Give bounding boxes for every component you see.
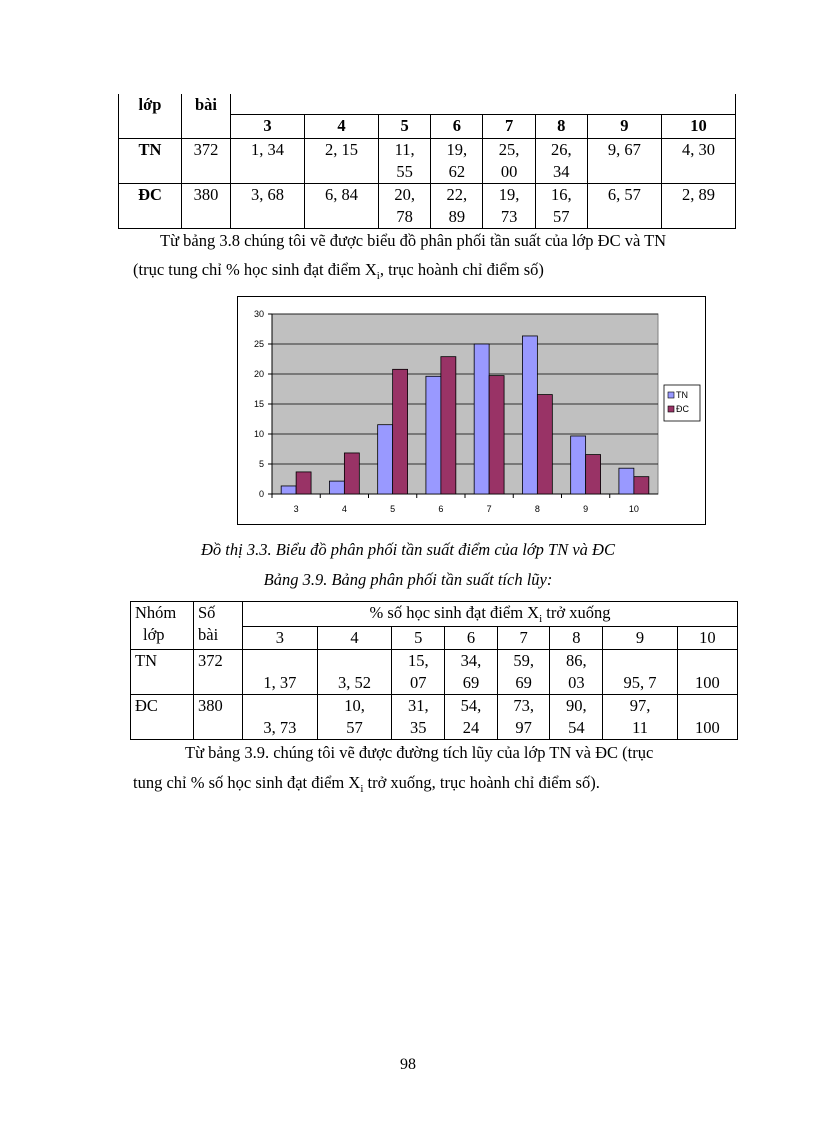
header-span-cell [231, 94, 736, 115]
cell-line: 55 [396, 162, 413, 181]
x-tick-label: 10 [628, 504, 639, 514]
table-row [131, 695, 738, 740]
cell-line: 372 [193, 140, 219, 159]
cell-line [682, 650, 733, 672]
value-cell [431, 139, 483, 184]
value-cell [392, 650, 445, 695]
cell-line: 11 [632, 718, 648, 737]
score-header: 8 [550, 627, 603, 650]
score-header: 10 [677, 627, 737, 650]
value-cell [231, 139, 305, 184]
value-cell [231, 184, 305, 229]
bar-chart [238, 297, 705, 524]
cell-line: 3, 52 [338, 673, 372, 692]
value-cell [497, 695, 550, 740]
cell-line: 3, 73 [263, 718, 297, 737]
x-tick-label: 3 [293, 504, 299, 514]
paragraph-2-line-1: Từ bảng 3.9. chúng tôi vẽ được đường tích lũy của lớp TN và ĐC (trục [185, 743, 654, 762]
bar-đc [441, 357, 456, 494]
score-header: 7 [497, 627, 550, 650]
bar-đc [537, 395, 552, 494]
y-tick-label: 20 [253, 369, 264, 379]
group-cell [119, 139, 182, 184]
cell-line: 15, [407, 651, 429, 670]
header-group-cell: Nhóm lớp [131, 602, 194, 650]
count-cell [182, 139, 231, 184]
table-row [131, 602, 738, 627]
bar-đc [344, 453, 359, 494]
score-header: 9 [587, 115, 661, 139]
legend-label: TN [676, 390, 688, 400]
bar-đc [634, 477, 649, 494]
value-cell [305, 139, 379, 184]
cell-line: ĐC [138, 185, 162, 204]
table-3-9 [130, 601, 738, 740]
bar-đc [489, 376, 504, 494]
cell-line: 380 [198, 696, 223, 715]
cell-line: 1, 34 [251, 140, 285, 159]
bar-tn [571, 436, 586, 494]
bar-tn [619, 468, 634, 494]
value-cell [317, 650, 392, 695]
cell-line: 69 [515, 673, 532, 692]
legend-label: ĐC [676, 404, 689, 414]
table-row [119, 184, 736, 229]
cell-line: 03 [568, 673, 585, 692]
value-cell [661, 184, 735, 229]
count-cell [194, 650, 243, 695]
bar-tn [281, 486, 296, 494]
cell-line: 86, [566, 651, 587, 670]
score-header: 10 [661, 115, 735, 139]
bar-đc [393, 369, 408, 494]
table-caption: Bảng 3.9. Bảng phân phối tần suất tích lũy: [263, 570, 553, 589]
value-cell [603, 650, 678, 695]
score-header: 9 [603, 627, 678, 650]
cell-line: 78 [396, 207, 413, 226]
cell-line: 3, 68 [251, 185, 285, 204]
value-cell [431, 184, 483, 229]
page-number: 98 [400, 1056, 416, 1073]
cell-line: ĐC [135, 696, 158, 715]
cell-line [322, 650, 388, 672]
header-count-cell: Số bài [194, 602, 243, 650]
cell-line: 73 [500, 207, 518, 226]
table-row [119, 139, 736, 184]
cell-line: 100 [695, 718, 720, 737]
cell-line: 57 [346, 718, 363, 737]
cell-line: 90, [566, 696, 587, 715]
y-tick-label: 30 [253, 309, 264, 319]
cell-line: 25, [498, 140, 520, 159]
table-3-8 [118, 94, 736, 229]
score-header: 7 [483, 115, 535, 139]
cell-line: 2, 89 [681, 185, 715, 204]
bar-tn [426, 376, 441, 494]
header-group-cell: lớp [119, 94, 182, 139]
value-cell [677, 650, 737, 695]
x-tick-label: 6 [438, 504, 444, 514]
x-tick-label: 8 [534, 504, 540, 514]
value-cell [603, 695, 678, 740]
legend-swatch [668, 392, 674, 398]
cell-line: 54, [460, 696, 482, 715]
y-tick-label: 15 [253, 399, 264, 409]
bar-đc [586, 455, 601, 494]
value-cell [587, 139, 661, 184]
header-span-cell: % số học sinh đạt điểm $X_i$ trở xuống [243, 602, 738, 627]
paragraph-1-line-1: Từ bảng 3.8 chúng tôi vẽ được biểu đồ phân phối tần suất của lớp ĐC và TN [160, 231, 667, 250]
cell-line: 6, 57 [607, 185, 641, 204]
score-header: 6 [445, 627, 498, 650]
cell-line: 100 [695, 673, 720, 692]
cell-line: TN [138, 140, 162, 159]
cell-line: 4, 30 [681, 140, 715, 159]
value-cell [587, 184, 661, 229]
cell-line: 10, [344, 696, 365, 715]
score-header: 3 [231, 115, 305, 139]
cell-line: 19, [498, 185, 520, 204]
cell-line: 2, 15 [325, 140, 359, 159]
y-tick-label: 10 [253, 429, 264, 439]
x-tick-label: 9 [583, 504, 589, 514]
cell-line: 26, [550, 140, 572, 159]
cell-line: 372 [198, 651, 223, 670]
count-cell [194, 695, 243, 740]
cell-line: 9, 67 [607, 140, 641, 159]
paragraph-1 [160, 230, 666, 252]
x-tick-label: 4 [341, 504, 347, 514]
cell-line: 07 [410, 673, 427, 692]
value-cell [677, 695, 737, 740]
x-tick-label: 7 [486, 504, 492, 514]
score-header: 4 [317, 627, 392, 650]
value-cell [379, 184, 431, 229]
y-tick-label: 25 [253, 339, 264, 349]
value-cell [483, 139, 535, 184]
value-cell [243, 695, 318, 740]
cell-line [247, 650, 313, 672]
group-cell [119, 184, 182, 229]
cell-line: 57 [553, 207, 570, 226]
cell-line: 11, [394, 140, 415, 159]
value-cell [661, 139, 735, 184]
cell-line [607, 650, 673, 672]
cell-line: 54 [568, 718, 585, 737]
cell-line: 97, [629, 696, 651, 715]
paragraph-2-line-2: tung chỉ % số học sinh đạt điểm $X_i$ trở xuống, trục hoành chỉ điểm số). [133, 773, 600, 795]
cell-line: 19, [446, 140, 468, 159]
paragraph-1-line-2: (trục tung chỉ % học sinh đạt điểm $X_i$, trục hoành chỉ điểm số) [133, 260, 544, 282]
bar-tn [474, 344, 489, 494]
cell-line [682, 695, 733, 717]
table-body [119, 139, 736, 229]
value-cell [445, 650, 498, 695]
value-cell [305, 184, 379, 229]
table-row [119, 94, 736, 115]
cell-line: 97 [515, 718, 532, 737]
score-header: 5 [379, 115, 431, 139]
cell-line: 1, 37 [263, 673, 297, 692]
cell-line [247, 695, 313, 717]
cell-line: 22, [446, 185, 468, 204]
cell-line: 34, [460, 651, 482, 670]
chart-frame [237, 296, 706, 525]
value-cell [483, 184, 535, 229]
cell-line: 24 [462, 718, 480, 737]
cell-line: 31, [407, 696, 429, 715]
y-tick-label: 0 [258, 489, 264, 499]
y-tick-label: 5 [258, 459, 264, 469]
x-tick-label: 5 [390, 504, 396, 514]
table-body [131, 650, 738, 740]
group-cell [131, 650, 194, 695]
cell-line: 16, [550, 185, 572, 204]
score-header: 3 [243, 627, 318, 650]
header-count-cell: bài [182, 94, 231, 139]
bar-tn [522, 336, 537, 494]
value-cell [379, 139, 431, 184]
cell-line: 73, [513, 696, 534, 715]
cell-line: 89 [448, 207, 466, 226]
value-cell [317, 695, 392, 740]
cell-line: 95, 7 [623, 673, 657, 692]
bar-tn [378, 425, 393, 494]
bar-tn [329, 481, 344, 494]
cell-line: 62 [448, 162, 466, 181]
group-cell [131, 695, 194, 740]
cell-line: 00 [500, 162, 518, 181]
table-row [131, 650, 738, 695]
value-cell [392, 695, 445, 740]
score-header: 5 [392, 627, 445, 650]
cell-line: 20, [394, 185, 415, 204]
chart-caption: Đồ thị 3.3. Biểu đồ phân phối tần suất điểm của lớp TN và ĐC [201, 540, 615, 559]
value-cell [535, 184, 587, 229]
value-cell [445, 695, 498, 740]
score-header: 6 [431, 115, 483, 139]
score-header: 4 [305, 115, 379, 139]
legend-swatch [668, 406, 674, 412]
cell-line: 69 [462, 673, 480, 692]
cell-line: 6, 84 [325, 185, 359, 204]
cell-line: 380 [193, 185, 219, 204]
value-cell [243, 650, 318, 695]
score-header: 8 [535, 115, 587, 139]
value-cell [497, 650, 550, 695]
cell-line: 59, [513, 651, 534, 670]
cell-line: TN [135, 651, 157, 670]
count-cell [182, 184, 231, 229]
value-cell [550, 650, 603, 695]
cell-line: 35 [410, 718, 427, 737]
cell-line: 34 [553, 162, 570, 181]
bar-đc [296, 472, 311, 494]
value-cell [550, 695, 603, 740]
value-cell [535, 139, 587, 184]
